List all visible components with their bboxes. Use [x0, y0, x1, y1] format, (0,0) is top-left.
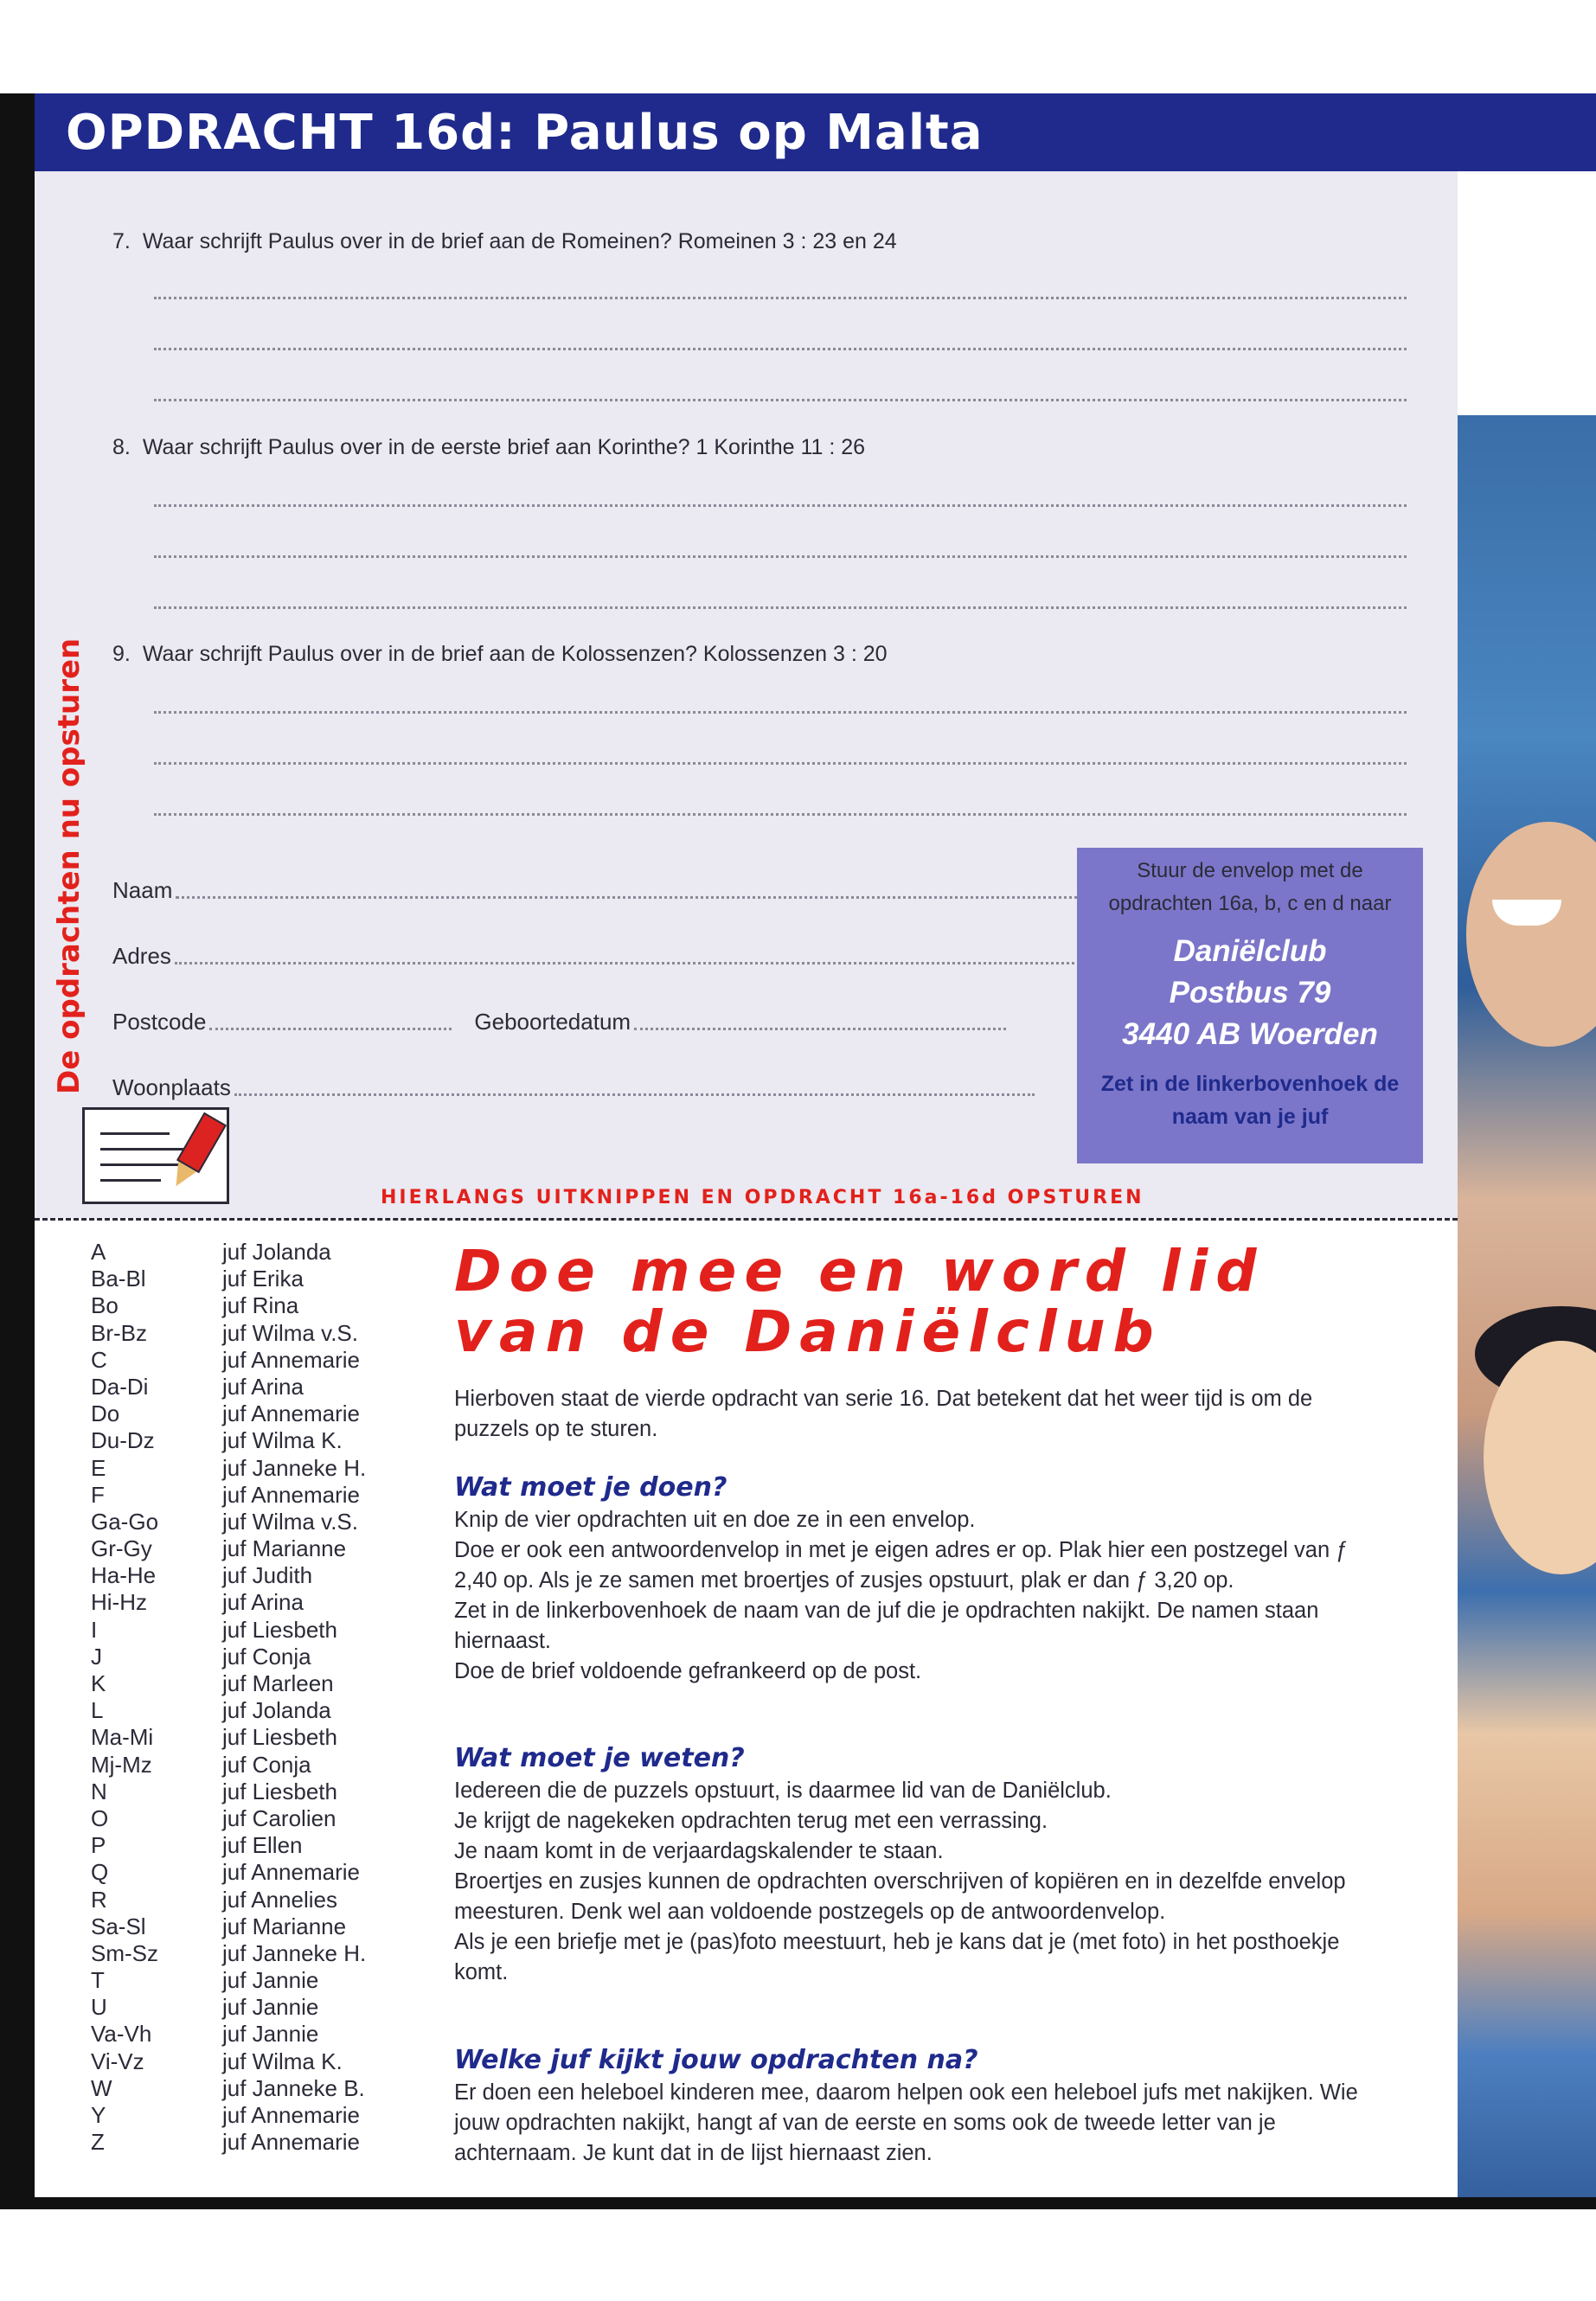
teacher-row — [91, 1455, 366, 1482]
teacher-name: juf Annemarie — [222, 1859, 360, 1886]
teacher-name: juf Annemarie — [222, 1400, 360, 1427]
surname-letters: Z — [91, 2129, 105, 2156]
answer-line[interactable] — [154, 762, 1407, 765]
teacher-list — [91, 1239, 366, 2156]
teacher-name: juf Wilma v.S. — [222, 1319, 358, 1346]
icon-line — [100, 1179, 161, 1182]
surname-letters: F — [91, 1481, 105, 1508]
name-input-line[interactable] — [176, 896, 1084, 899]
club-intro — [454, 1384, 1384, 1445]
icon-line — [100, 1148, 187, 1150]
teacher-name: juf Conja — [222, 1643, 311, 1670]
teacher-name: juf Jolanda — [222, 1239, 331, 1265]
surname-letters: Hi-Hz — [91, 1589, 147, 1616]
surname-letters: Sa-Sl — [91, 1913, 146, 1939]
headline-line: van de Daniëlclub — [454, 1298, 1162, 1365]
icon-line — [100, 1132, 170, 1135]
teacher-name: juf Janneke B. — [222, 2074, 365, 2101]
teacher-name: juf Rina — [222, 1292, 299, 1319]
teacher-row — [91, 2021, 366, 2048]
surname-letters: N — [91, 1778, 107, 1804]
section-paragraph: Er doen een heleboel kinderen mee, daarom helpen ook een heleboel jufs met nakijken. Wie jouw opdrachten nakijkt, hangt af van de eerste en soms ook de tweede letter van je achternaam. Je kunt dat in de lijst hiernaast zien. — [454, 2080, 1358, 2165]
surname-letters: Vi-Vz — [91, 2048, 144, 2074]
teacher-row — [91, 1374, 366, 1400]
teacher-row — [91, 2048, 366, 2075]
teacher-name: juf Annemarie — [222, 1346, 360, 1373]
surname-letters: Va-Vh — [91, 2021, 152, 2048]
section-what-to-do — [454, 1471, 1384, 1687]
teacher-row — [91, 1239, 366, 1266]
surname-letters: Ma-Mi — [91, 1724, 154, 1751]
surname-letters: Br-Bz — [91, 1319, 147, 1346]
question-number: 9. — [112, 642, 131, 666]
teacher-name: juf Marleen — [222, 1670, 334, 1696]
send-instructions-box — [1077, 848, 1423, 1163]
section-paragraph: Doe de brief voldoende gefrankeerd op de post. — [454, 1659, 922, 1683]
question-8 — [112, 435, 865, 460]
city-field[interactable] — [112, 1074, 1035, 1101]
teacher-row — [91, 1887, 366, 1913]
surname-letters: R — [91, 1886, 107, 1913]
teacher-row — [91, 1320, 366, 1347]
answer-line[interactable] — [154, 297, 1407, 299]
surname-letters: Bo — [91, 1292, 119, 1319]
send-note — [1077, 1067, 1423, 1133]
birthdate-input-line[interactable] — [634, 1028, 1006, 1030]
teacher-row — [91, 1644, 366, 1670]
teacher-row — [91, 1832, 366, 1859]
teacher-row — [91, 1266, 366, 1292]
children-photo — [1458, 415, 1596, 2197]
teacher-row — [91, 1779, 366, 1805]
question-7 — [112, 229, 897, 254]
surname-letters: Sm-Sz — [91, 1939, 158, 1966]
surname-letters: L — [91, 1697, 104, 1724]
surname-letters: P — [91, 1832, 106, 1859]
surname-letters: E — [91, 1454, 106, 1481]
answer-line[interactable] — [154, 711, 1407, 714]
teacher-name: juf Marianne — [222, 1913, 347, 1939]
teacher-row — [91, 2102, 366, 2129]
section-paragraph: Broertjes en zusjes kunnen de opdrachten overschrijven of kopiëren en in dezelfde envelop meesturen. Denk wel aan voldoende postzegels op de antwoordenvelop. — [454, 1869, 1346, 1924]
address-label: Adres — [112, 943, 171, 969]
surname-letters: Do — [91, 1400, 120, 1427]
page-border-left — [0, 93, 35, 2208]
side-label: De opdrachten nu opsturen — [52, 638, 87, 1094]
teacher-name: juf Annemarie — [222, 1481, 360, 1508]
section-heading: Welke juf kijkt jouw opdrachten na? — [454, 2045, 978, 2075]
teacher-name: juf Jannie — [222, 1994, 319, 2021]
surname-letters: A — [91, 1239, 106, 1265]
birthdate-label: Geboortedatum — [474, 1009, 631, 1035]
name-label: Naam — [112, 877, 173, 903]
address-field[interactable] — [112, 943, 1100, 970]
child-face — [1466, 822, 1596, 1047]
section-paragraph: Doe er ook een antwoordenvelop in met je eigen adres er op. Plak hier een postzegel van ƒ 2,40 op. Als je ze samen met broertjes of zusjes opstuurt, plak er dan ƒ 3,20 op. — [454, 1538, 1349, 1593]
teacher-name: juf Carolien — [222, 1804, 337, 1831]
headline-line: Doe mee en word lid — [454, 1238, 1265, 1304]
surname-letters: O — [91, 1804, 109, 1831]
club-address-line: Postbus 79 — [1169, 976, 1331, 1009]
teacher-name: juf Jannie — [222, 2021, 319, 2048]
teacher-name: juf Erika — [222, 1266, 304, 1292]
teacher-name: juf Judith — [222, 1562, 313, 1589]
section-heading: Wat moet je weten? — [454, 1743, 745, 1773]
section-paragraph: Knip de vier opdrachten uit en doe ze in een envelop. — [454, 1508, 976, 1532]
postcode-input-line[interactable] — [209, 1028, 452, 1030]
teacher-row — [91, 1994, 366, 2021]
teacher-name: juf Conja — [222, 1751, 311, 1778]
teacher-row — [91, 2129, 366, 2156]
surname-letters: Ba-Bl — [91, 1266, 146, 1292]
send-intro-line: Stuur de envelop met de — [1137, 859, 1363, 882]
page-border-bottom — [0, 2197, 1596, 2209]
teacher-name: juf Marianne — [222, 1535, 347, 1562]
teacher-name: juf Liesbeth — [222, 1724, 337, 1751]
surname-letters: Ha-He — [91, 1562, 157, 1589]
teacher-row — [91, 1400, 366, 1427]
city-label: Woonplaats — [112, 1074, 231, 1100]
section-paragraph: Zet in de linkerbovenhoek de naam van de juf die je opdrachten nakijkt. De namen staan hiernaast. — [454, 1599, 1319, 1653]
teacher-name: juf Janneke H. — [222, 1939, 367, 1966]
teacher-row — [91, 1913, 366, 1940]
surname-letters: I — [91, 1616, 98, 1643]
club-address-line: 3440 AB Woerden — [1122, 1017, 1378, 1051]
intro-text: Hierboven staat de vierde opdracht van serie 16. Dat betekent dat het weer tijd is om de puzzels op te sturen. — [454, 1387, 1313, 1441]
teacher-row — [91, 1509, 366, 1535]
club-address-line: Daniëlclub — [1173, 934, 1327, 968]
teacher-name: juf Wilma K. — [222, 2048, 343, 2074]
teacher-name: juf Wilma v.S. — [222, 1508, 358, 1535]
answer-line[interactable] — [154, 348, 1407, 350]
send-note-line: naam van je juf — [1171, 1105, 1329, 1129]
page-title: OPDRACHT 16d: Paulus op Malta — [66, 104, 984, 161]
surname-letters: Da-Di — [91, 1373, 149, 1400]
teacher-row — [91, 1967, 366, 1994]
teacher-name: juf Liesbeth — [222, 1778, 337, 1804]
teacher-row — [91, 1752, 366, 1779]
surname-letters: J — [91, 1643, 102, 1670]
teacher-row — [91, 1670, 366, 1697]
section-which-teacher — [454, 2043, 1384, 2169]
surname-letters: Y — [91, 2102, 106, 2128]
teacher-row — [91, 1805, 366, 1832]
surname-letters: Ga-Go — [91, 1508, 159, 1535]
teacher-name: juf Annemarie — [222, 2129, 360, 2156]
surname-letters: Gr-Gy — [91, 1535, 152, 1562]
surname-letters: Mj-Mz — [91, 1751, 152, 1778]
answer-line[interactable] — [154, 813, 1407, 816]
teacher-row — [91, 1724, 366, 1751]
teacher-row — [91, 1562, 366, 1589]
cut-instruction: HIERLANGS UITKNIPPEN EN OPDRACHT 16a-16d OPSTUREN — [381, 1187, 1144, 1208]
teacher-name: juf Jolanda — [222, 1697, 331, 1724]
question-9 — [112, 642, 888, 667]
question-text: Waar schrijft Paulus over in de eerste brief aan Korinthe? 1 Korinthe 11 : 26 — [142, 435, 866, 459]
teacher-row — [91, 1940, 366, 1967]
teacher-name: juf Wilma K. — [222, 1427, 343, 1454]
section-paragraph: Iedereen die de puzzels opstuurt, is daarmee lid van de Daniëlclub. — [454, 1779, 1112, 1803]
teacher-name: juf Jannie — [222, 1967, 319, 1994]
teacher-row — [91, 1589, 366, 1616]
title-banner — [35, 93, 1596, 171]
surname-letters: Du-Dz — [91, 1427, 155, 1454]
teacher-row — [91, 1617, 366, 1644]
surname-letters: U — [91, 1994, 107, 2021]
teacher-name: juf Annelies — [222, 1886, 337, 1913]
question-number: 8. — [112, 435, 131, 459]
surname-letters: C — [91, 1346, 107, 1373]
teacher-name: juf Janneke H. — [222, 1454, 367, 1481]
club-address — [1077, 931, 1423, 1055]
send-intro-line: opdrachten 16a, b, c en d naar — [1108, 892, 1392, 915]
teacher-row — [91, 1859, 366, 1886]
city-input-line[interactable] — [234, 1093, 1035, 1096]
teacher-name: juf Annemarie — [222, 2102, 360, 2128]
teacher-name: juf Arina — [222, 1589, 304, 1616]
postcode-label: Postcode — [112, 1009, 207, 1035]
section-paragraph: Je krijgt de nagekeken opdrachten terug met een verrassing. — [454, 1809, 1048, 1833]
teacher-row — [91, 1535, 366, 1562]
surname-letters: Q — [91, 1859, 109, 1886]
teacher-row — [91, 1697, 366, 1724]
question-text: Waar schrijft Paulus over in de brief aan de Romeinen? Romeinen 3 : 23 en 24 — [142, 229, 897, 253]
icon-line — [100, 1163, 178, 1166]
surname-letters: T — [91, 1967, 105, 1994]
surname-letters: W — [91, 2074, 112, 2101]
section-what-to-know — [454, 1741, 1384, 1988]
answer-line[interactable] — [154, 504, 1407, 507]
section-paragraph: Je naam komt in de verjaardagskalender te staan. — [454, 1839, 944, 1863]
teacher-name: juf Liesbeth — [222, 1616, 337, 1643]
teacher-name: juf Ellen — [222, 1832, 303, 1859]
surname-letters: K — [91, 1670, 106, 1696]
answer-line[interactable] — [154, 399, 1407, 401]
question-number: 7. — [112, 229, 131, 253]
club-headline — [454, 1238, 1265, 1365]
send-note-line: Zet in de linkerbovenhoek de — [1100, 1072, 1400, 1096]
address-input-line[interactable] — [175, 962, 1100, 965]
name-field[interactable] — [112, 877, 1084, 904]
answer-line[interactable] — [154, 555, 1407, 558]
pencil-paper-icon — [82, 1107, 229, 1204]
teacher-name: juf Arina — [222, 1373, 304, 1400]
question-text: Waar schrijft Paulus over in de brief aan de Kolossenzen? Kolossenzen 3 : 20 — [142, 642, 888, 666]
postcode-field[interactable] — [112, 1009, 1006, 1035]
teacher-row — [91, 1347, 366, 1374]
teacher-row — [91, 2075, 366, 2102]
teacher-row — [91, 1292, 366, 1319]
section-paragraph: Als je een briefje met je (pas)foto meestuurt, heb je kans dat je (met foto) in het posthoekje komt. — [454, 1930, 1340, 1984]
section-heading: Wat moet je doen? — [454, 1472, 727, 1503]
teacher-row — [91, 1482, 366, 1509]
teacher-row — [91, 1427, 366, 1454]
cut-line[interactable] — [35, 1218, 1458, 1221]
answer-line[interactable] — [154, 606, 1407, 609]
